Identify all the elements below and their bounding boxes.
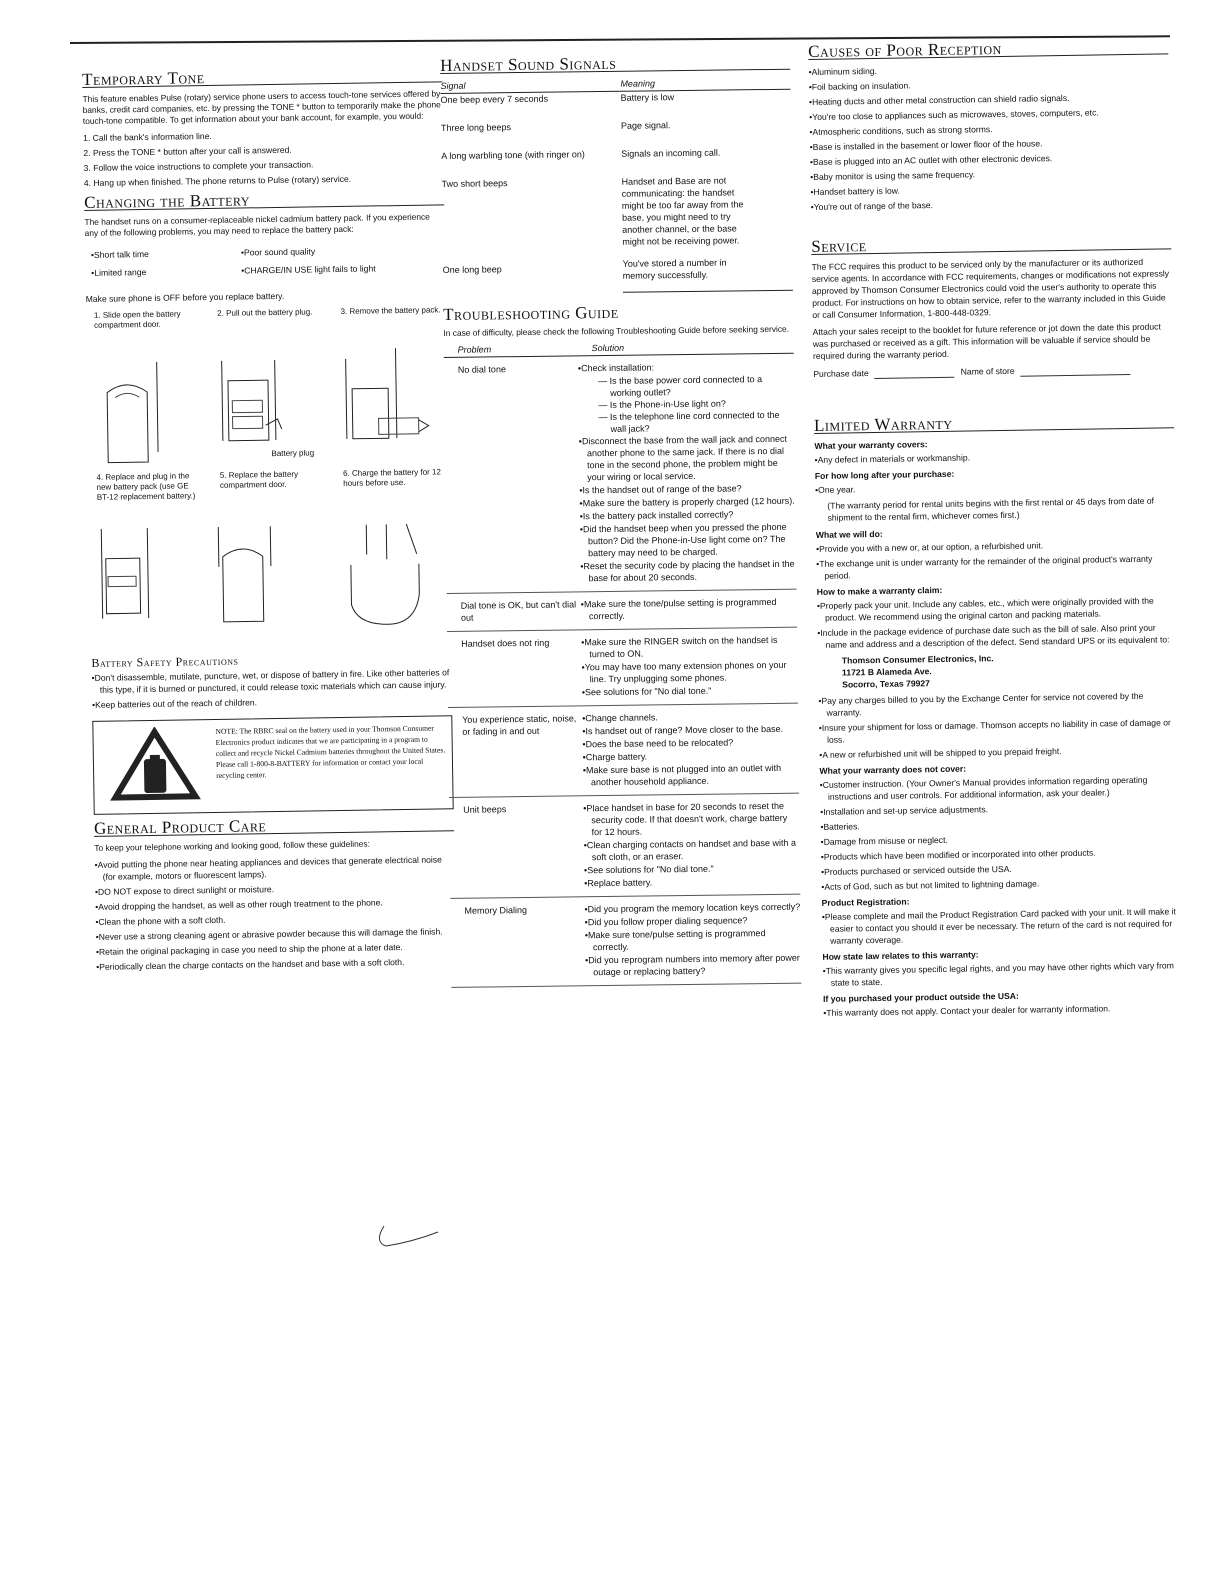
step: 2. Press the TONE * button after your call is answered. [83,144,292,158]
warranty-subheading: If you purchased your product outside the USA: [823,990,1019,1004]
handset-back-illustration [87,351,202,473]
list-item: • Make sure the battery is properly charged (12 hours). [579,495,795,510]
store-name-field[interactable] [1021,363,1131,377]
cell-problem: Handset does not ring [447,630,582,708]
check-item: — Is the Phone-in-Use light on? [598,398,726,411]
purchase-info-fields [813,362,1173,380]
address-line: Socorro, Texas 79927 [842,678,930,690]
warranty-subheading: For how long after your purchase: [814,468,955,481]
cell-solution [584,894,801,986]
list-item: • Keep batteries out of the reach of children. [92,693,452,711]
list-item: • A new or refurbished unit will be shipped to you prepaid freight. [819,743,1179,761]
service-heading: Service [811,235,1171,255]
figure-step-1 [86,309,202,473]
list-item: • Atmospheric conditions, such as strong storms. [809,120,1169,138]
remove-battery-illustration [333,347,448,469]
purchase-date-field[interactable] [875,366,955,379]
temporary-tone-intro: This feature enables Pulse (rotary) service phone users to access touch-tone services offered by banks, credit card companies, etc. by pressing the TONE * button to temporarily make the phone touch-tone compatible. To get information about your bank account, for example, you would: [82,88,441,126]
list-item: • Pay any charges billed to you by the Exchange Center for service not covered by the warranty. [818,689,1178,719]
list-item: • Heating ducts and other metal construction can shield radio signals. [809,90,1169,108]
list-item: • CHARGE/IN USE light fails to light [241,262,376,276]
list-item: • Limited range [91,265,211,279]
sound-signals-table [440,76,793,295]
product-care-intro: To keep your telephone working and looking good, follow these guidelines: [94,838,370,853]
warranty-subheading: How state law relates to this warranty: [822,949,979,962]
temporary-tone-steps [83,126,444,189]
battery-warning: Make sure phone is OFF before you replace battery. [85,290,285,304]
figure-step-2 [209,307,325,471]
compartment-door-illustration [213,525,328,647]
exchange-center-address [818,649,1179,691]
pen-mark [372,1222,442,1252]
check-item: — Is the telephone line cord connected to the wall jack? [598,409,780,434]
list-item: • Clean the phone with a soft cloth. [95,910,455,928]
service-paragraph: Attach your sales receipt to the booklet for future reference or jot down the date this product was purchased or received as a gift. This information will be valuable if service should be required during the warranty period. [812,321,1161,361]
step: 1. Call the bank's information line. [83,130,212,143]
warranty-body [814,434,1183,1019]
list-item: • Change channels. [582,710,798,725]
list-item: • Make sure tone/pulse setting is programmed correctly. [585,927,801,954]
list-item: • Place handset in base for 20 seconds to reset the security code. If that doesn't work, charge battery for 12 hours. [583,800,799,839]
list-item: • Replace battery. [584,875,800,890]
battery-plug-illustration [210,349,325,471]
cell-problem: You experience static, noise, or fading in and out [448,706,583,798]
figure-step-4 [88,471,204,649]
table-row [450,894,801,987]
step: 3. Follow the voice instructions to complete your transaction. [83,159,314,173]
charging-cradle-illustration [336,523,451,645]
sound-signals-heading: Handset Sound Signals [440,56,790,74]
column-left [82,60,456,977]
cell-problem: Memory Dialing [450,897,585,988]
rbrc-note-box [92,715,453,815]
list-item: • Clean charging contacts on handset and base with a soft cloth, or an eraser. [584,837,800,864]
list-item: • Retain the original packaging in case you need to ship the phone at a later date. [96,940,456,958]
list-item: • Products which have been modified or incorporated into other products. [821,845,1181,863]
warranty-subheading: How to make a warranty claim: [816,584,943,597]
poor-reception-list [808,60,1170,213]
troubleshooting-intro: In case of difficulty, please check the following Troubleshooting Guide before seeking service. [443,323,790,338]
list-item: • DO NOT expose to direct sunlight or moisture. [95,880,455,898]
service-paragraph: The FCC requires this product to be serviced only by the manufacturer or its authorized service agents. In accordance with FCC requirements, changes or modifications not expressly approved by Thomson Consumer Electronics could void the user's authority to operate this product. For instructions on how to obtain service, refer to the warranty included in this Guide or call Consumer Information, 1-800-448-0329. [811,256,1170,320]
table-row [443,256,793,295]
list-item: • Base is installed in the basement or lower floor of the house. [810,135,1170,153]
cell-signal: One long beep [442,264,502,275]
cell-solution [578,353,797,592]
installation-checks [578,373,795,436]
list-item: • This warranty does not apply. Contact your dealer for warranty information. [823,1001,1183,1019]
cell-signal: A long warbling tone (with ringer on) [441,149,585,161]
list-item: • Check installation: [578,360,794,375]
list-item: • Never use a strong cleaning agent or abrasive powder because this will damage the finish. [96,925,456,943]
list-item: • Make sure base is not plugged into an outlet with another household appliance. [583,762,799,789]
table-row [447,627,798,707]
list-item: • The exchange unit is under warranty for the remainder of the original product's warranty period. [816,552,1176,582]
cell-problem: No dial tone [444,356,581,594]
new-battery-illustration [89,527,204,649]
list-item: • This warranty gives you specific legal rights, and you may have other rights which vary from state to state. [823,959,1183,989]
check-item: — Is the base power cord connected to a working outlet? [597,374,763,398]
cell-signal: One beep every 7 seconds [440,93,549,105]
cell-meaning: Battery is low [620,92,675,103]
list-item: • Base is plugged into an AC outlet with other electronic devices. [810,150,1170,168]
list-item: • Installation and set-up service adjustments. [820,800,1180,818]
list-item: • See solutions for "No dial tone." [584,862,800,877]
battery-problem-list [91,243,446,285]
cell-meaning: You've stored a number in memory successfully. [623,256,793,293]
list-item: • Properly pack your unit. Include any cables, etc., which were originally provided with the product. We recommend using the original carton and packing materials. [817,594,1177,624]
address-line: 11721 B Alameda Ave. [841,666,932,678]
list-item: • Is the battery pack installed correctly? [580,508,796,523]
warranty-subheading: What your warranty covers: [814,439,928,451]
list-item: • Did you follow proper dialing sequence? [585,914,801,929]
cell-solution [583,793,800,897]
figure-caption: 4. Replace and plug in the new battery pack (use GE BT-12 replacement battery.) [96,471,196,502]
list-item: • Does the base need to be relocated? [582,736,798,751]
cell-problem: Dial tone is OK, but can't dial out [447,592,581,632]
step: 4. Hang up when finished. The phone returns to Pulse (rotary) service. [83,173,352,188]
warranty-rental-note: (The warranty period for rental units begins with the first rental or 45 days from date of shipment to the rental firm, whichever comes first.) [827,495,1155,523]
list-item: • Any defect in materials or workmanship. [815,448,1175,466]
list-item: • Products purchased or serviced outside the USA. [821,860,1181,878]
limited-warranty-heading: Limited Warranty [814,414,1174,434]
list-item: • Acts of God, such as but not limited to lightning damage. [821,875,1181,893]
warranty-subheading: What your warranty does not cover: [819,763,967,776]
troubleshooting-heading: Troubleshooting Guide [443,302,619,324]
list-item: • Avoid putting the phone near heating appliances and devices that generate electrical noise (for example, motors or fluorescent lamps). [94,853,454,883]
list-item: • Make sure the RINGER switch on the handset is turned to ON. [581,634,797,661]
cell-meaning: Signals an incoming call. [621,147,721,159]
list-item: • Did you program the memory location keys correctly? [584,901,800,916]
table-row [448,703,799,797]
list-item: • Provide you with a new or, at our option, a refurbished unit. [816,537,1176,555]
list-item: • Is the handset out of range of the base? [579,482,795,497]
column-header: Problem [444,342,578,357]
product-care-list [94,853,456,973]
figure-step-5 [212,469,328,647]
table-row [442,174,793,260]
list-item: • Batteries. [820,815,1180,833]
battery-plug-label: Battery plug [271,448,315,459]
column-middle [440,48,801,988]
list-item: • Did you reprogram numbers into memory after power outage or replacing battery? [585,952,801,979]
temporary-tone-heading: Temporary Tone [82,68,442,88]
list-item: • Disconnect the base from the wall jack and connect another phone to the same jack. If there is no dial tone in the second phone, the problem might be your wiring or local service. [579,433,796,484]
figure-caption: 3. Remove the battery pack. [340,305,441,316]
figure-caption: 1. Slide open the battery compartment door. [93,309,181,330]
list-item: • Insure your shipment for loss or damage. Thomson accepts no liability in case of damage or loss. [819,716,1179,746]
list-item: • Is handset out of range? Move closer to the base. [582,723,798,738]
battery-figures [86,305,451,649]
figure-caption: 6. Charge the battery for 12 hours before use. [343,467,441,488]
cell-solution [581,627,798,706]
cell-solution [581,589,797,630]
list-item: • Poor sound quality [241,244,376,258]
list-item: • Periodically clean the charge contacts on the handset and base with a soft cloth. [96,955,456,973]
figure-step-3 [332,305,448,469]
battery-safety-heading: Battery Safety Precautions [91,653,239,670]
table-row [447,589,797,631]
battery-safety-list [92,666,453,711]
column-right [808,32,1183,1023]
list-item: • Reset the security code by placing the handset in the base for about 20 seconds. [580,558,796,585]
table-row [449,793,800,898]
list-item: • You may have too many extension phones on your line. Try unplugging some phones. [581,659,797,686]
list-item: • Please complete and mail the Product Registration Card packed with your unit. It will make it easier to contact you should it ever be necessary. The return of the card is not required for warranty coverage. [822,905,1183,947]
list-item: • Include in the package evidence of purchase date such as the bill of sale. Also print your name and address and a description of the defect. Send standard UPS or its equivalent to: [817,621,1177,651]
list-item: • See solutions for "No dial tone." [582,684,798,699]
column-header: Meaning [620,76,790,92]
cell-meaning: Handset and Base are not communicating: the handset might be too far away from the base, you might need to try another channel, or the base might not be receiving power. [621,175,744,247]
list-item: • Aluminum siding. [808,60,1168,78]
list-item: • Short talk time [91,247,211,261]
figure-caption: 5. Replace the battery compartment door. [219,469,299,490]
table-row [441,118,791,150]
rbrc-note-text: NOTE: The RBRC seal on the battery used in your Thomson Consumer Electronics product indicates that we are participating in a program to collect and recycle Nickel Cadmium batteries throughout the United States. Please call 1-800-8-BATTERY for information or contact your local recycling center. [215,723,446,780]
poor-reception-heading: Causes of Poor Reception [808,40,1168,60]
cell-problem: Unit beeps [449,796,584,899]
warranty-subheading: Product Registration: [821,896,910,908]
battery-heading: Changing the Battery [84,191,444,211]
list-item: • Customer instruction. (Your Owner's Manual provides information regarding operating instructions and user controls. For additional information, ask your dealer.) [820,773,1180,803]
address-line: Thomson Consumer Electronics, Inc. [841,653,994,666]
list-item: • Handset battery is low. [810,180,1170,198]
purchase-date-label: Purchase date [813,368,869,379]
battery-intro: The handset runs on a consumer-replaceable nickel cadmium battery pack. If you experience any of the following problems, you may need to replace the battery pack: [84,211,430,238]
figure-step-6 [335,467,451,645]
rbrc-seal-logo [99,726,210,808]
list-item: • One year. [815,478,1175,496]
store-name-label: Name of store [960,365,1015,377]
cell-solution [582,703,799,796]
list-item: • You're too close to appliances such as microwaves, stoves, computers, etc. [809,105,1169,123]
cell-signal: Two short beeps [441,178,508,189]
list-item: • Avoid dropping the handset, as well as other rough treatment to the phone. [95,895,455,913]
list-item: • Make sure the tone/pulse setting is programmed correctly. [581,596,797,623]
table-row [444,353,797,593]
list-item: • Did the handset beep when you pressed the phone button? Did the Phone-in-Use light come on? The battery may need to be charged. [580,521,796,560]
cell-meaning: Page signal. [620,120,671,131]
list-item: • Damage from misuse or neglect. [821,830,1181,848]
troubleshooting-table [444,340,802,988]
list-item: • Baby monitor is using the same frequency. [810,165,1170,183]
product-care-heading: General Product Care [94,817,454,837]
list-item: • Charge battery. [583,749,799,764]
list-item: • You're out of range of the base. [811,195,1171,213]
table-row [441,89,791,122]
list-item: • Foil backing on insulation. [809,75,1169,93]
list-item: • Don't disassemble, mutilate, puncture, wet, or dispose of battery in fire. Like other batteries of this type, if it is burned or punctured, it could release toxic materials which can cause injury. [92,666,452,696]
column-header: Signal [440,78,620,94]
column-header: Solution [578,340,794,356]
warranty-subheading: What we will do: [815,528,883,540]
table-row [441,146,791,178]
figure-caption: 2. Pull out the battery plug. [217,307,313,318]
cell-signal: Three long beeps [440,122,512,133]
